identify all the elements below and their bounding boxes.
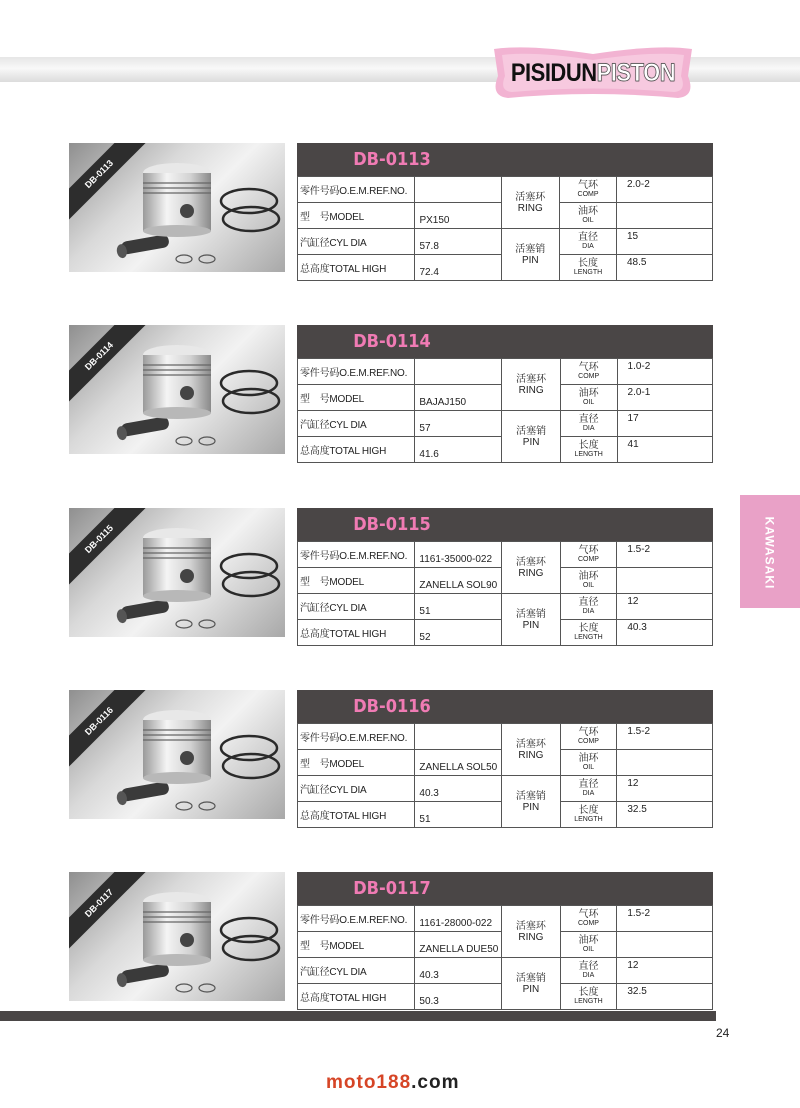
product-photo: [69, 690, 285, 819]
ref-value: [415, 359, 502, 385]
model-value: ZANELLA DUE50: [415, 932, 502, 958]
cyl-label: 汽缸径CYL DIA: [298, 229, 415, 255]
piston-rings-icon: [221, 736, 279, 778]
high-value: 51: [415, 802, 502, 828]
piston-body-icon: [143, 892, 211, 966]
oil-value: 2.0-1: [617, 385, 712, 411]
product-block: [0, 143, 800, 278]
piston-pin-icon: [116, 781, 170, 806]
ring-group-label: 活塞环 RING: [501, 177, 560, 229]
comp-label: 气环 COMP: [560, 359, 617, 385]
comp-label: 气环 COMP: [560, 724, 617, 750]
pin-group-label: 活塞销 PIN: [502, 958, 560, 1010]
piston-body-icon: [143, 345, 211, 419]
piston-rings-icon: [221, 371, 279, 413]
pin-group-label: 活塞销 PIN: [502, 776, 560, 828]
spec-table: [297, 358, 713, 463]
piston-pin-icon: [116, 963, 170, 988]
oil-label: 油环 OIL: [560, 203, 617, 229]
ref-value: 1161-28000-022: [415, 906, 502, 932]
piston-body-icon: [143, 710, 211, 784]
oil-value: [617, 568, 713, 594]
ref-label: 零件号码O.E.M.REF.NO.: [298, 177, 415, 203]
dia-label: 直径 DIA: [560, 594, 617, 620]
pin-group-label: 活塞销 PIN: [502, 594, 560, 646]
product-block: [0, 690, 800, 825]
model-value: PX150: [415, 203, 501, 229]
dia-value: 12: [617, 958, 713, 984]
footer-site-main: moto188: [326, 1072, 412, 1093]
model-label: 型 号MODEL: [298, 568, 415, 594]
piston-pin-icon: [116, 599, 170, 624]
model-value: BAJAJ150: [415, 385, 502, 411]
length-label: 长度 LENGTH: [560, 984, 617, 1010]
cyl-value: 40.3: [415, 776, 502, 802]
length-label: 长度 LENGTH: [560, 802, 617, 828]
ref-label: 零件号码O.E.M.REF.NO.: [298, 359, 415, 385]
circlip-icon: [176, 984, 215, 992]
oil-label: 油环 OIL: [560, 750, 617, 776]
oil-label: 油环 OIL: [560, 385, 617, 411]
comp-value: 1.5-2: [617, 542, 713, 568]
product-code: DB-0115: [353, 514, 431, 535]
comp-value: 1.5-2: [617, 906, 713, 932]
product-photo: [69, 508, 285, 637]
model-label: 型 号MODEL: [298, 932, 415, 958]
brand-logo: [488, 46, 698, 100]
piston-pin-icon: [116, 234, 170, 259]
dia-label: 直径 DIA: [560, 229, 617, 255]
brand-name-part2: PISTON: [596, 58, 676, 87]
high-value: 41.6: [415, 437, 502, 463]
length-label: 长度 LENGTH: [560, 255, 617, 281]
model-label: 型 号MODEL: [298, 203, 415, 229]
cyl-value: 40.3: [415, 958, 502, 984]
spec-table: [297, 905, 713, 1010]
photo-code-ribbon: DB-0117: [69, 872, 149, 953]
photo-code-ribbon: DB-0114: [69, 325, 149, 406]
oil-value: [617, 750, 713, 776]
length-value: 41: [617, 437, 712, 463]
piston-rings-icon: [221, 554, 279, 596]
pin-group-label: 活塞销 PIN: [501, 229, 560, 281]
product-code: DB-0116: [353, 696, 431, 717]
high-label: 总高度TOTAL HIGH: [298, 984, 415, 1010]
product-code: DB-0117: [353, 878, 431, 899]
length-label: 长度 LENGTH: [560, 620, 617, 646]
product-photo: [69, 143, 285, 272]
high-value: 52: [415, 620, 502, 646]
spec-table: [297, 176, 713, 281]
dia-value: 15: [616, 229, 712, 255]
product-block: [0, 325, 800, 460]
dia-label: 直径 DIA: [560, 958, 617, 984]
product-block: [0, 508, 800, 643]
ring-group-label: 活塞环 RING: [502, 542, 560, 594]
length-label: 长度 LENGTH: [560, 437, 617, 463]
piston-body-icon: [143, 163, 211, 237]
product-block: [0, 872, 800, 1007]
model-label: 型 号MODEL: [298, 750, 415, 776]
cyl-label: 汽缸径CYL DIA: [298, 411, 415, 437]
comp-value: 1.5-2: [617, 724, 713, 750]
circlip-icon: [176, 802, 215, 810]
comp-value: 2.0-2: [616, 177, 712, 203]
ref-value: [415, 177, 501, 203]
cyl-label: 汽缸径CYL DIA: [298, 958, 415, 984]
bottom-bar: [0, 1011, 716, 1021]
dia-value: 17: [617, 411, 712, 437]
ref-value: [415, 724, 502, 750]
piston-body-icon: [143, 528, 211, 602]
page-number: 24: [716, 1026, 730, 1040]
length-value: 32.5: [617, 802, 713, 828]
cyl-label: 汽缸径CYL DIA: [298, 594, 415, 620]
circlip-icon: [176, 620, 215, 628]
product-photo: [69, 872, 285, 1001]
ring-group-label: 活塞环 RING: [502, 906, 560, 958]
model-label: 型 号MODEL: [298, 385, 415, 411]
comp-value: 1.0-2: [617, 359, 712, 385]
dia-label: 直径 DIA: [560, 411, 617, 437]
product-code: DB-0113: [353, 149, 431, 170]
comp-label: 气环 COMP: [560, 542, 617, 568]
product-code: DB-0114: [353, 331, 431, 352]
cyl-value: 57: [415, 411, 502, 437]
piston-pin-icon: [116, 416, 170, 441]
ref-label: 零件号码O.E.M.REF.NO.: [298, 542, 415, 568]
ref-value: 1161-35000-022: [415, 542, 502, 568]
ref-label: 零件号码O.E.M.REF.NO.: [298, 906, 415, 932]
oil-value: [617, 932, 713, 958]
ref-label: 零件号码O.E.M.REF.NO.: [298, 724, 415, 750]
length-value: 32.5: [617, 984, 713, 1010]
cyl-value: 57.8: [415, 229, 501, 255]
high-label: 总高度TOTAL HIGH: [298, 620, 415, 646]
high-label: 总高度TOTAL HIGH: [298, 255, 415, 281]
model-value: ZANELLA SOL90: [415, 568, 502, 594]
product-photo: [69, 325, 285, 454]
piston-rings-icon: [221, 918, 279, 960]
oil-label: 油环 OIL: [560, 932, 617, 958]
pin-group-label: 活塞销 PIN: [502, 411, 560, 463]
photo-code-ribbon: DB-0115: [69, 508, 149, 589]
dia-value: 12: [617, 594, 713, 620]
circlip-icon: [176, 255, 215, 263]
high-label: 总高度TOTAL HIGH: [298, 437, 415, 463]
comp-label: 气环 COMP: [560, 177, 617, 203]
footer-site-logo: [326, 1072, 460, 1094]
photo-code-ribbon: DB-0116: [69, 690, 149, 771]
oil-value: [616, 203, 712, 229]
brand-name-part1: PISIDUN: [510, 58, 597, 87]
spec-table: [297, 541, 713, 646]
length-value: 40.3: [617, 620, 713, 646]
high-value: 50.3: [415, 984, 502, 1010]
oil-label: 油环 OIL: [560, 568, 617, 594]
side-tab-label: KAWASAKI: [762, 516, 777, 590]
spec-table: [297, 723, 713, 828]
high-label: 总高度TOTAL HIGH: [298, 802, 415, 828]
ring-group-label: 活塞环 RING: [502, 359, 560, 411]
cyl-value: 51: [415, 594, 502, 620]
high-value: 72.4: [415, 255, 501, 281]
piston-rings-icon: [221, 189, 279, 231]
ring-group-label: 活塞环 RING: [502, 724, 560, 776]
footer-site-tld: .com: [411, 1072, 460, 1093]
length-value: 48.5: [616, 255, 712, 281]
dia-value: 12: [617, 776, 713, 802]
model-value: ZANELLA SOL50: [415, 750, 502, 776]
comp-label: 气环 COMP: [560, 906, 617, 932]
cyl-label: 汽缸径CYL DIA: [298, 776, 415, 802]
dia-label: 直径 DIA: [560, 776, 617, 802]
photo-code-ribbon: DB-0113: [69, 143, 149, 224]
circlip-icon: [176, 437, 215, 445]
brand-name: [488, 42, 698, 104]
